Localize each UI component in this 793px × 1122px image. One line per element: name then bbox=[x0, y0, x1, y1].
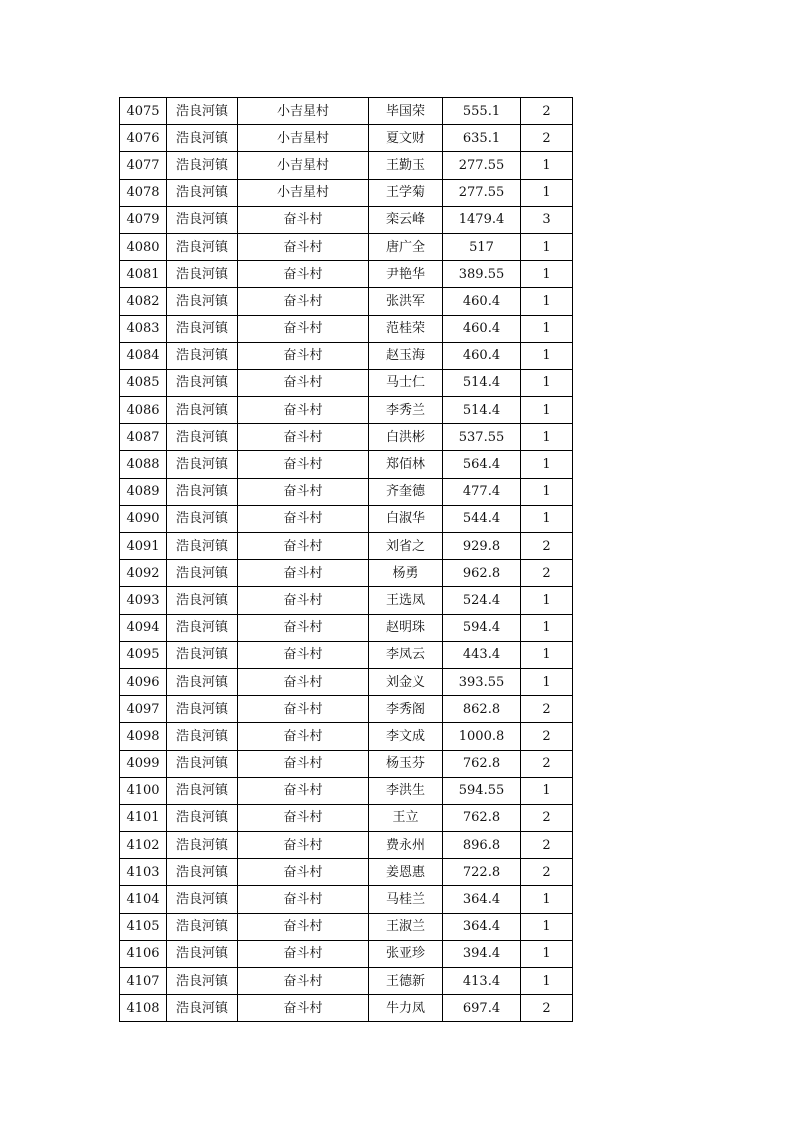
name-cell: 王立 bbox=[369, 804, 443, 831]
table-row bbox=[120, 886, 573, 913]
count-cell: 1 bbox=[521, 424, 573, 451]
row-id-cell: 4086 bbox=[120, 397, 167, 424]
table-row bbox=[120, 342, 573, 369]
table-row bbox=[120, 179, 573, 206]
town-cell: 浩良河镇 bbox=[167, 940, 238, 967]
town-cell: 浩良河镇 bbox=[167, 478, 238, 505]
count-cell: 3 bbox=[521, 206, 573, 233]
village-cell: 奋斗村 bbox=[238, 315, 369, 342]
count-cell: 1 bbox=[521, 614, 573, 641]
count-cell: 1 bbox=[521, 968, 573, 995]
row-id-cell: 4101 bbox=[120, 804, 167, 831]
table-row bbox=[120, 750, 573, 777]
table-row bbox=[120, 913, 573, 940]
row-id-cell: 4077 bbox=[120, 152, 167, 179]
village-cell: 奋斗村 bbox=[238, 587, 369, 614]
row-id-cell: 4099 bbox=[120, 750, 167, 777]
village-cell: 奋斗村 bbox=[238, 614, 369, 641]
amount-cell: 364.4 bbox=[443, 886, 521, 913]
village-cell: 奋斗村 bbox=[238, 261, 369, 288]
town-cell: 浩良河镇 bbox=[167, 696, 238, 723]
town-cell: 浩良河镇 bbox=[167, 342, 238, 369]
village-cell: 奋斗村 bbox=[238, 369, 369, 396]
name-cell: 赵玉海 bbox=[369, 342, 443, 369]
village-cell: 奋斗村 bbox=[238, 886, 369, 913]
count-cell: 2 bbox=[521, 750, 573, 777]
town-cell: 浩良河镇 bbox=[167, 859, 238, 886]
data-table bbox=[119, 97, 573, 1022]
count-cell: 2 bbox=[521, 560, 573, 587]
name-cell: 唐广全 bbox=[369, 233, 443, 260]
village-cell: 奋斗村 bbox=[238, 288, 369, 315]
amount-cell: 762.8 bbox=[443, 750, 521, 777]
row-id-cell: 4084 bbox=[120, 342, 167, 369]
row-id-cell: 4082 bbox=[120, 288, 167, 315]
row-id-cell: 4093 bbox=[120, 587, 167, 614]
name-cell: 马士仁 bbox=[369, 369, 443, 396]
village-cell: 奋斗村 bbox=[238, 859, 369, 886]
name-cell: 李秀阁 bbox=[369, 696, 443, 723]
name-cell: 杨玉芬 bbox=[369, 750, 443, 777]
count-cell: 1 bbox=[521, 587, 573, 614]
town-cell: 浩良河镇 bbox=[167, 913, 238, 940]
row-id-cell: 4088 bbox=[120, 451, 167, 478]
table-row bbox=[120, 451, 573, 478]
name-cell: 杨勇 bbox=[369, 560, 443, 587]
town-cell: 浩良河镇 bbox=[167, 179, 238, 206]
amount-cell: 514.4 bbox=[443, 369, 521, 396]
amount-cell: 277.55 bbox=[443, 152, 521, 179]
town-cell: 浩良河镇 bbox=[167, 369, 238, 396]
row-id-cell: 4100 bbox=[120, 777, 167, 804]
count-cell: 1 bbox=[521, 315, 573, 342]
name-cell: 范桂荣 bbox=[369, 315, 443, 342]
amount-cell: 277.55 bbox=[443, 179, 521, 206]
count-cell: 1 bbox=[521, 261, 573, 288]
table-row bbox=[120, 723, 573, 750]
count-cell: 1 bbox=[521, 152, 573, 179]
row-id-cell: 4098 bbox=[120, 723, 167, 750]
row-id-cell: 4106 bbox=[120, 940, 167, 967]
amount-cell: 514.4 bbox=[443, 397, 521, 424]
town-cell: 浩良河镇 bbox=[167, 315, 238, 342]
count-cell: 1 bbox=[521, 233, 573, 260]
table-row bbox=[120, 940, 573, 967]
name-cell: 李凤云 bbox=[369, 641, 443, 668]
name-cell: 姜恩惠 bbox=[369, 859, 443, 886]
count-cell: 1 bbox=[521, 641, 573, 668]
row-id-cell: 4085 bbox=[120, 369, 167, 396]
row-id-cell: 4087 bbox=[120, 424, 167, 451]
table-row bbox=[120, 261, 573, 288]
name-cell: 张洪军 bbox=[369, 288, 443, 315]
town-cell: 浩良河镇 bbox=[167, 995, 238, 1022]
village-cell: 奋斗村 bbox=[238, 940, 369, 967]
town-cell: 浩良河镇 bbox=[167, 777, 238, 804]
count-cell: 2 bbox=[521, 98, 573, 125]
table-row bbox=[120, 505, 573, 532]
count-cell: 1 bbox=[521, 777, 573, 804]
amount-cell: 460.4 bbox=[443, 315, 521, 342]
name-cell: 李洪生 bbox=[369, 777, 443, 804]
count-cell: 1 bbox=[521, 369, 573, 396]
town-cell: 浩良河镇 bbox=[167, 505, 238, 532]
count-cell: 1 bbox=[521, 668, 573, 695]
amount-cell: 896.8 bbox=[443, 832, 521, 859]
count-cell: 1 bbox=[521, 342, 573, 369]
village-cell: 奋斗村 bbox=[238, 560, 369, 587]
town-cell: 浩良河镇 bbox=[167, 641, 238, 668]
village-cell: 奋斗村 bbox=[238, 804, 369, 831]
village-cell: 奋斗村 bbox=[238, 533, 369, 560]
row-id-cell: 4079 bbox=[120, 206, 167, 233]
town-cell: 浩良河镇 bbox=[167, 397, 238, 424]
village-cell: 奋斗村 bbox=[238, 641, 369, 668]
village-cell: 奋斗村 bbox=[238, 424, 369, 451]
name-cell: 王淑兰 bbox=[369, 913, 443, 940]
village-cell: 奋斗村 bbox=[238, 832, 369, 859]
row-id-cell: 4097 bbox=[120, 696, 167, 723]
name-cell: 郑佰林 bbox=[369, 451, 443, 478]
table-row bbox=[120, 995, 573, 1022]
town-cell: 浩良河镇 bbox=[167, 424, 238, 451]
town-cell: 浩良河镇 bbox=[167, 451, 238, 478]
row-id-cell: 4094 bbox=[120, 614, 167, 641]
table-row bbox=[120, 777, 573, 804]
town-cell: 浩良河镇 bbox=[167, 804, 238, 831]
village-cell: 小吉星村 bbox=[238, 125, 369, 152]
amount-cell: 594.55 bbox=[443, 777, 521, 804]
table-row bbox=[120, 560, 573, 587]
row-id-cell: 4081 bbox=[120, 261, 167, 288]
count-cell: 1 bbox=[521, 505, 573, 532]
amount-cell: 1479.4 bbox=[443, 206, 521, 233]
village-cell: 小吉星村 bbox=[238, 152, 369, 179]
name-cell: 王选凤 bbox=[369, 587, 443, 614]
amount-cell: 1000.8 bbox=[443, 723, 521, 750]
table-row bbox=[120, 424, 573, 451]
name-cell: 张亚珍 bbox=[369, 940, 443, 967]
table-row bbox=[120, 859, 573, 886]
name-cell: 马桂兰 bbox=[369, 886, 443, 913]
amount-cell: 544.4 bbox=[443, 505, 521, 532]
count-cell: 2 bbox=[521, 995, 573, 1022]
name-cell: 费永州 bbox=[369, 832, 443, 859]
name-cell: 牛力凤 bbox=[369, 995, 443, 1022]
row-id-cell: 4096 bbox=[120, 668, 167, 695]
village-cell: 奋斗村 bbox=[238, 451, 369, 478]
table-row bbox=[120, 125, 573, 152]
table-row bbox=[120, 206, 573, 233]
count-cell: 2 bbox=[521, 125, 573, 152]
table-row bbox=[120, 478, 573, 505]
table-row bbox=[120, 233, 573, 260]
name-cell: 王勤玉 bbox=[369, 152, 443, 179]
town-cell: 浩良河镇 bbox=[167, 125, 238, 152]
row-id-cell: 4103 bbox=[120, 859, 167, 886]
row-id-cell: 4078 bbox=[120, 179, 167, 206]
town-cell: 浩良河镇 bbox=[167, 886, 238, 913]
name-cell: 刘省之 bbox=[369, 533, 443, 560]
village-cell: 奋斗村 bbox=[238, 696, 369, 723]
amount-cell: 460.4 bbox=[443, 288, 521, 315]
table-row bbox=[120, 397, 573, 424]
amount-cell: 460.4 bbox=[443, 342, 521, 369]
name-cell: 王德新 bbox=[369, 968, 443, 995]
amount-cell: 862.8 bbox=[443, 696, 521, 723]
amount-cell: 537.55 bbox=[443, 424, 521, 451]
name-cell: 李秀兰 bbox=[369, 397, 443, 424]
row-id-cell: 4083 bbox=[120, 315, 167, 342]
table-row bbox=[120, 968, 573, 995]
count-cell: 2 bbox=[521, 696, 573, 723]
town-cell: 浩良河镇 bbox=[167, 288, 238, 315]
amount-cell: 555.1 bbox=[443, 98, 521, 125]
town-cell: 浩良河镇 bbox=[167, 723, 238, 750]
amount-cell: 389.55 bbox=[443, 261, 521, 288]
count-cell: 2 bbox=[521, 859, 573, 886]
row-id-cell: 4090 bbox=[120, 505, 167, 532]
village-cell: 奋斗村 bbox=[238, 723, 369, 750]
table-body bbox=[120, 98, 573, 1022]
town-cell: 浩良河镇 bbox=[167, 750, 238, 777]
amount-cell: 477.4 bbox=[443, 478, 521, 505]
town-cell: 浩良河镇 bbox=[167, 614, 238, 641]
table-row bbox=[120, 587, 573, 614]
count-cell: 2 bbox=[521, 723, 573, 750]
village-cell: 奋斗村 bbox=[238, 233, 369, 260]
town-cell: 浩良河镇 bbox=[167, 560, 238, 587]
village-cell: 奋斗村 bbox=[238, 206, 369, 233]
amount-cell: 635.1 bbox=[443, 125, 521, 152]
name-cell: 白淑华 bbox=[369, 505, 443, 532]
village-cell: 奋斗村 bbox=[238, 750, 369, 777]
village-cell: 奋斗村 bbox=[238, 668, 369, 695]
table-row bbox=[120, 369, 573, 396]
table-row bbox=[120, 832, 573, 859]
amount-cell: 762.8 bbox=[443, 804, 521, 831]
table-row bbox=[120, 696, 573, 723]
row-id-cell: 4076 bbox=[120, 125, 167, 152]
name-cell: 王学菊 bbox=[369, 179, 443, 206]
name-cell: 栾云峰 bbox=[369, 206, 443, 233]
town-cell: 浩良河镇 bbox=[167, 233, 238, 260]
row-id-cell: 4108 bbox=[120, 995, 167, 1022]
name-cell: 赵明珠 bbox=[369, 614, 443, 641]
amount-cell: 364.4 bbox=[443, 913, 521, 940]
count-cell: 1 bbox=[521, 451, 573, 478]
amount-cell: 393.55 bbox=[443, 668, 521, 695]
table-row bbox=[120, 288, 573, 315]
row-id-cell: 4105 bbox=[120, 913, 167, 940]
row-id-cell: 4102 bbox=[120, 832, 167, 859]
town-cell: 浩良河镇 bbox=[167, 152, 238, 179]
name-cell: 刘金义 bbox=[369, 668, 443, 695]
count-cell: 1 bbox=[521, 478, 573, 505]
count-cell: 1 bbox=[521, 397, 573, 424]
village-cell: 小吉星村 bbox=[238, 98, 369, 125]
table-row bbox=[120, 668, 573, 695]
amount-cell: 413.4 bbox=[443, 968, 521, 995]
count-cell: 1 bbox=[521, 940, 573, 967]
count-cell: 2 bbox=[521, 533, 573, 560]
town-cell: 浩良河镇 bbox=[167, 98, 238, 125]
row-id-cell: 4107 bbox=[120, 968, 167, 995]
table-row bbox=[120, 614, 573, 641]
amount-cell: 962.8 bbox=[443, 560, 521, 587]
town-cell: 浩良河镇 bbox=[167, 668, 238, 695]
amount-cell: 697.4 bbox=[443, 995, 521, 1022]
village-cell: 奋斗村 bbox=[238, 478, 369, 505]
town-cell: 浩良河镇 bbox=[167, 206, 238, 233]
count-cell: 1 bbox=[521, 913, 573, 940]
table-row bbox=[120, 641, 573, 668]
table-row bbox=[120, 152, 573, 179]
village-cell: 小吉星村 bbox=[238, 179, 369, 206]
table-row bbox=[120, 98, 573, 125]
village-cell: 奋斗村 bbox=[238, 777, 369, 804]
count-cell: 1 bbox=[521, 288, 573, 315]
amount-cell: 443.4 bbox=[443, 641, 521, 668]
row-id-cell: 4092 bbox=[120, 560, 167, 587]
amount-cell: 594.4 bbox=[443, 614, 521, 641]
village-cell: 奋斗村 bbox=[238, 995, 369, 1022]
table-row bbox=[120, 804, 573, 831]
village-cell: 奋斗村 bbox=[238, 342, 369, 369]
row-id-cell: 4104 bbox=[120, 886, 167, 913]
village-cell: 奋斗村 bbox=[238, 505, 369, 532]
town-cell: 浩良河镇 bbox=[167, 832, 238, 859]
count-cell: 1 bbox=[521, 886, 573, 913]
village-cell: 奋斗村 bbox=[238, 397, 369, 424]
town-cell: 浩良河镇 bbox=[167, 587, 238, 614]
row-id-cell: 4095 bbox=[120, 641, 167, 668]
amount-cell: 517 bbox=[443, 233, 521, 260]
amount-cell: 524.4 bbox=[443, 587, 521, 614]
row-id-cell: 4075 bbox=[120, 98, 167, 125]
town-cell: 浩良河镇 bbox=[167, 261, 238, 288]
name-cell: 毕国荣 bbox=[369, 98, 443, 125]
count-cell: 2 bbox=[521, 832, 573, 859]
name-cell: 尹艳华 bbox=[369, 261, 443, 288]
count-cell: 1 bbox=[521, 179, 573, 206]
row-id-cell: 4091 bbox=[120, 533, 167, 560]
name-cell: 李文成 bbox=[369, 723, 443, 750]
table-row bbox=[120, 533, 573, 560]
village-cell: 奋斗村 bbox=[238, 968, 369, 995]
row-id-cell: 4080 bbox=[120, 233, 167, 260]
amount-cell: 394.4 bbox=[443, 940, 521, 967]
amount-cell: 722.8 bbox=[443, 859, 521, 886]
name-cell: 齐奎德 bbox=[369, 478, 443, 505]
table-row bbox=[120, 315, 573, 342]
count-cell: 2 bbox=[521, 804, 573, 831]
village-cell: 奋斗村 bbox=[238, 913, 369, 940]
name-cell: 白洪彬 bbox=[369, 424, 443, 451]
row-id-cell: 4089 bbox=[120, 478, 167, 505]
town-cell: 浩良河镇 bbox=[167, 968, 238, 995]
name-cell: 夏文财 bbox=[369, 125, 443, 152]
amount-cell: 564.4 bbox=[443, 451, 521, 478]
town-cell: 浩良河镇 bbox=[167, 533, 238, 560]
amount-cell: 929.8 bbox=[443, 533, 521, 560]
